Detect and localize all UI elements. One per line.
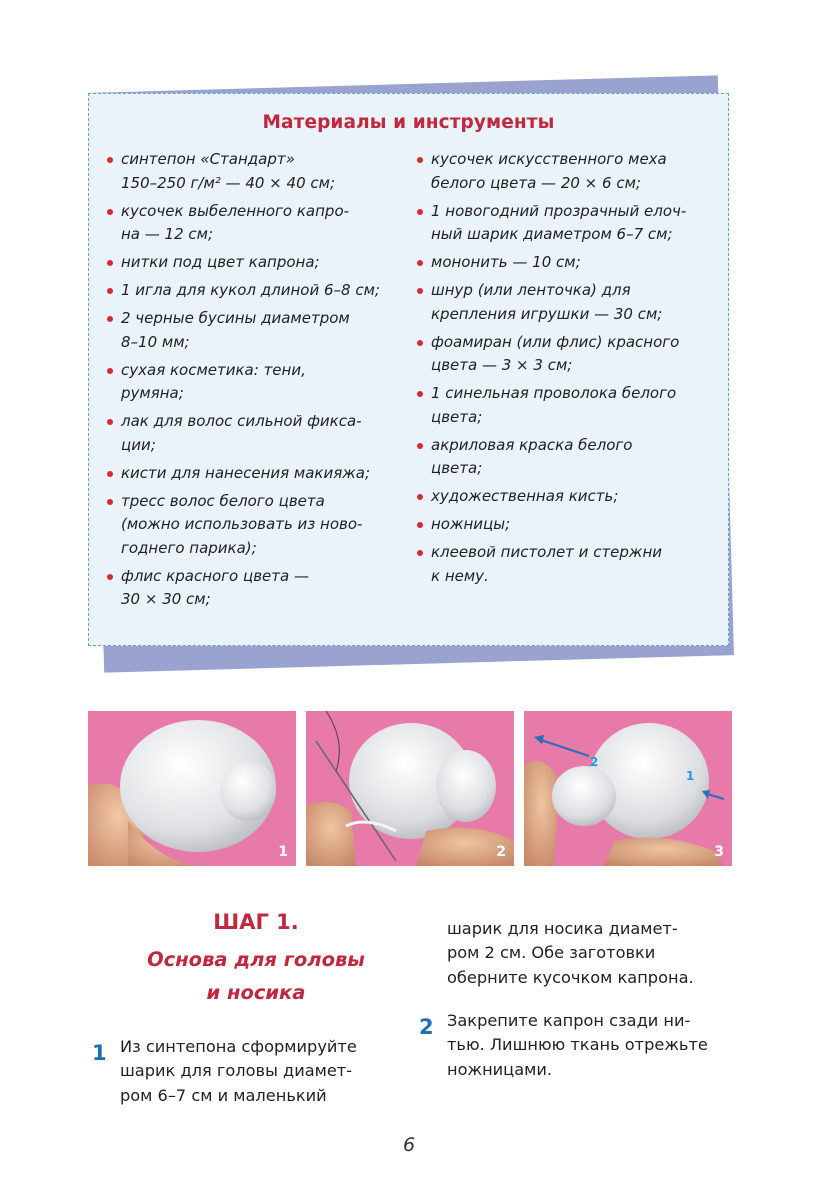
- material-item: 1 синельная проволока белого цвета;: [417, 382, 717, 429]
- bullet-icon: [417, 340, 423, 346]
- step-item-text: Из синтепона сформируйте шарик для головы диамет- ром 6–7 см и маленький: [120, 1037, 357, 1105]
- material-item: нитки под цвет капрона;: [107, 251, 407, 275]
- bullet-icon: [107, 499, 113, 505]
- material-item: фоамиран (или флис) красного цвета — 3 × 3 см;: [417, 331, 717, 378]
- step-photo-2: [306, 711, 514, 866]
- bullet-icon: [107, 288, 113, 294]
- material-item: кусочек выбеленного капро- на — 12 см;: [107, 200, 407, 247]
- material-item: синтепон «Стандарт» 150–250 г/м² — 40 × 40 см;: [107, 148, 407, 195]
- arrow-label: 1: [686, 769, 695, 783]
- material-item: 1 новогодний прозрачный елоч- ный шарик диаметром 6–7 см;: [417, 200, 717, 247]
- material-item: клеевой пистолет и стержни к нему.: [417, 541, 717, 588]
- material-item: флис красного цвета — 30 × 30 см;: [107, 565, 407, 612]
- step-subtitle: Основа для головы и носика: [147, 948, 365, 1004]
- bullet-icon: [417, 522, 423, 528]
- page-number: 6: [402, 1134, 416, 1156]
- material-item: тресс волос белого цвета (можно использовать из ново- годнего парика);: [107, 490, 407, 561]
- step-item-number: 1: [92, 1041, 107, 1065]
- bullet-icon: [107, 574, 113, 580]
- material-item: художественная кисть;: [417, 485, 717, 509]
- arrow-label: 2: [590, 755, 599, 769]
- bullet-icon: [417, 391, 423, 397]
- bullet-icon: [417, 443, 423, 449]
- material-item: 1 игла для кукол длиной 6–8 см;: [107, 279, 407, 303]
- photo-illustration: [524, 711, 732, 866]
- step-photo-1: [88, 711, 296, 866]
- step-item-number: 2: [419, 1015, 434, 1039]
- step-photo-3: [524, 711, 732, 866]
- bullet-icon: [417, 157, 423, 163]
- bullet-icon: [107, 419, 113, 425]
- material-item: сухая косметика: тени, румяна;: [107, 359, 407, 406]
- material-item: ножницы;: [417, 513, 717, 537]
- bullet-icon: [417, 550, 423, 556]
- step-item-continuation: шарик для носика диамет- ром 2 см. Обе заготовки оберните кусочком капрона.: [447, 919, 694, 987]
- bullet-icon: [107, 316, 113, 322]
- bullet-icon: [417, 494, 423, 500]
- bullet-icon: [417, 209, 423, 215]
- bullet-icon: [417, 260, 423, 266]
- materials-left-column: [107, 148, 407, 616]
- photo-number: 1: [278, 844, 288, 860]
- photo-illustration: [88, 711, 296, 866]
- bullet-icon: [417, 288, 423, 294]
- materials-box: [88, 93, 729, 646]
- material-item: акриловая краска белого цвета;: [417, 434, 717, 481]
- bullet-icon: [107, 471, 113, 477]
- materials-title: Материалы и инструменты: [262, 112, 555, 133]
- photo-number: 3: [714, 844, 724, 860]
- bullet-icon: [107, 368, 113, 374]
- material-item: 2 черные бусины диаметром 8–10 мм;: [107, 307, 407, 354]
- material-item: кисти для нанесения макияжа;: [107, 462, 407, 486]
- material-item: шнур (или ленточка) для крепления игрушки — 30 см;: [417, 279, 717, 326]
- photo-number: 2: [496, 844, 506, 860]
- material-item: кусочек искусственного меха белого цвета — 20 × 6 см;: [417, 148, 717, 195]
- bullet-icon: [107, 260, 113, 266]
- step-title: ШАГ 1.: [213, 910, 299, 934]
- photo-illustration: [306, 711, 514, 866]
- material-item: мононить — 10 см;: [417, 251, 717, 275]
- bullet-icon: [107, 209, 113, 215]
- materials-right-column: [417, 148, 717, 593]
- material-item: лак для волос сильной фикса- ции;: [107, 410, 407, 457]
- bullet-icon: [107, 157, 113, 163]
- step-item-text: Закрепите капрон сзади ни- тью. Лишнюю ткань отрежьте ножницами.: [447, 1011, 708, 1079]
